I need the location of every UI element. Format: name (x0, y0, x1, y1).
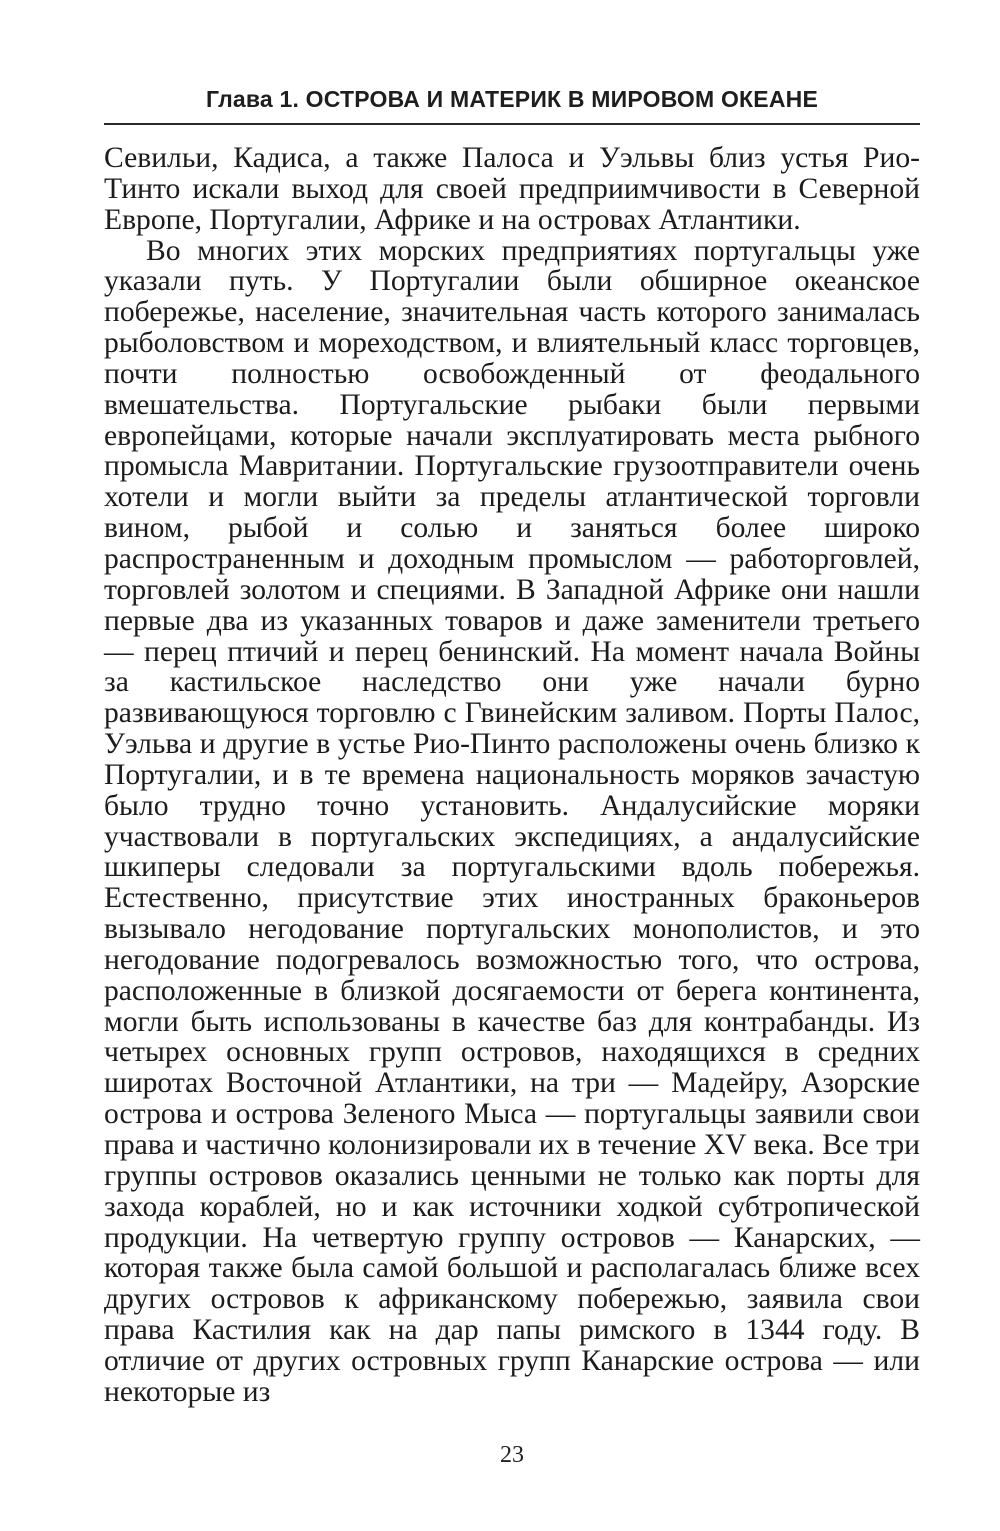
paragraph-continuation: Севильи, Кадиса, а также Палоса и Уэльвы близ устья Рио-Тинто искали выход для своей предприимчивости в Северной Европе, Португалии, Африке и на островах Атлантики. (104, 142, 920, 236)
page-number: 23 (500, 1442, 524, 1468)
header-rule (104, 123, 920, 125)
running-header: Глава 1. ОСТРОВА И МАТЕРИК В МИРОВОМ ОКЕАНЕ (205, 86, 818, 112)
paragraph: Во многих этих морских предприятиях португальцы уже указали путь. У Португалии были обширное океанское побережье, население, значительная часть которого занималась рыболовством и мореходством, и влиятельный класс торговцев, почти полностью освобожденный от феодального вмешательства. Португальские рыбаки были первыми европейцами, которые начали эксплуатировать места рыбного промысла Мавритании. Португальские грузоотправители очень хотели и могли выйти за пределы атлантической торговли вином, рыбой и солью и заняться более широко распространенным и доходным промыслом — работорговлей, торговлей золотом и специями. В Западной Африке они нашли первые два из указанных товаров и даже заменители третьего — перец птичий и перец бенинский. На момент начала Войны за кастильское наследство они уже начали бурно развивающуюся торговлю с Гвинейским заливом. Порты Палос, Уэльва и другие в устье Рио-Пинто расположены очень близко к Португалии, и в те времена национальность моряков зачастую было трудно точно установить. Андалусийские моряки участвовали в португальских экспедициях, а андалусийские шкиперы следовали за португальскими вдоль побережья. Естественно, присутствие этих иностранных браконьеров вызывало негодование португальских монополистов, и это негодование подогревалось возможностью того, что острова, расположенные в близкой досягаемости от берега континента, могли быть использованы в качестве баз для контрабанды. Из четырех основных групп островов, находящихся в средних широтах Восточной Атлантики, на три — Мадейру, Азорские острова и острова Зеленого Мыса — португальцы заявили свои права и частично колонизировали их в течение XV века. Все три группы островов оказались ценными не только как порты для захода кораблей, но и как источники ходкой субтропической продукции. На четвертую группу островов — Канарских, — которая также была самой большой и располагалась ближе всех других островов к африканскому побережью, заявила свои права Кастилия как на дар папы римского в 1344 году. В отличие от других островных групп Канарские острова — или некоторые из (104, 234, 920, 1408)
body-text (104, 143, 920, 1408)
book-page (104, 0, 920, 1531)
